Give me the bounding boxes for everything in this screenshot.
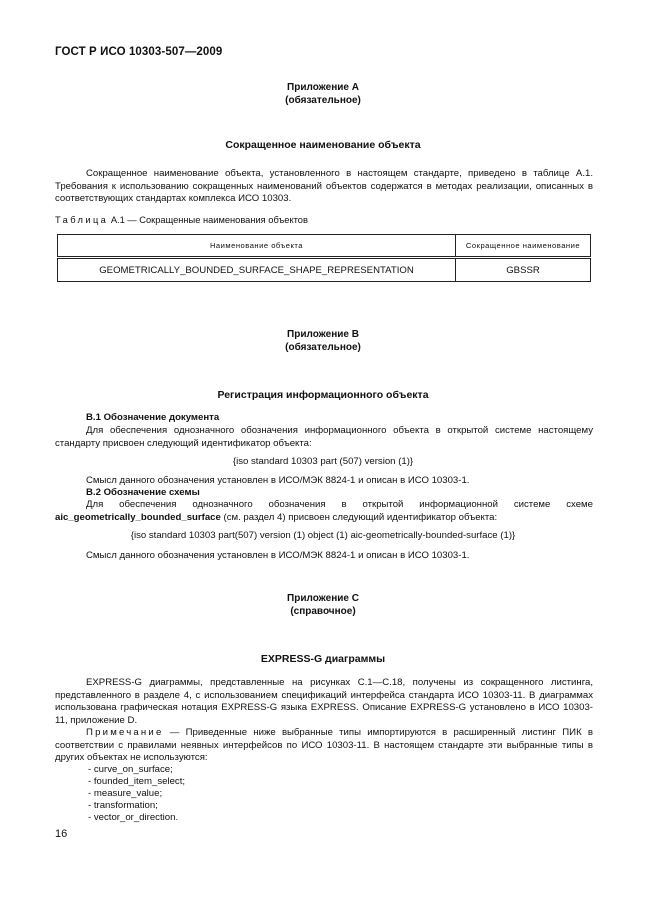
table-header-object-name: Наименование объекта [58,235,456,258]
annex-a-paragraph: Сокращенное наименование объекта, установленного в настоящем стандарте, приведено в таблице А.1. Требования к использованию сокращенных наименований объектов содержатся в методах реализации, описанных в соответствующих стандартах комплекса ИСО 10303. [55,168,593,205]
table-caption-text: А.1 — Сокращенные наименования объектов [110,215,308,225]
b1-title: В.1 Обозначение документа [86,412,220,423]
list-item: - measure_value; [88,788,163,799]
table-row [58,258,591,282]
annex-c-title: Приложение С [287,593,359,604]
abbreviations-table [57,234,591,282]
table-caption [55,215,308,225]
note-text: — Приведенные ниже выбранные типы импортируются в расширенный листинг ПИК в соответствии с правилами неявных интерфейсов по ИСО 10303-11. В настоящем стандарте эти выбранные типы в других объектах не используются: [55,727,593,764]
b2-text-start: Для обеспечения однозначного обозначения в открытой информационной системе схеме [86,499,593,510]
b2-schema-name: aic_geometrically_bounded_surface [55,511,221,523]
annex-b-title: Приложение В [287,329,359,340]
annex-a-status: (обязательное) [285,95,361,106]
page-number: 16 [55,828,68,840]
b2-meaning: Смысл данного обозначения установлен в ИСО/МЭК 8824-1 и описан в ИСО 10303-1. [86,550,470,561]
annex-b-heading: Регистрация информационного объекта [217,389,429,401]
table-cell-short-name: GBSSR [456,258,591,282]
b1-meaning: Смысл данного обозначения установлен в ИСО/МЭК 8824-1 и описан в ИСО 10303-1. [86,475,470,486]
list-item: - vector_or_direction. [88,812,179,823]
b2-text-end: (см. раздел 4) присвоен следующий идентификатор объекта: [220,511,498,523]
b1-paragraph: Для обеспечения однозначного обозначения информационного объекта в открытой системе настоящему стандарту присвоен следующий идентификатор объекта: [55,425,593,449]
b2-paragraph [55,499,593,524]
annex-c-note [55,727,593,765]
list-item: - transformation; [88,800,158,811]
b1-identifier: {iso standard 10303 part (507) version (1)} [232,456,414,467]
table-cell-object-name: GEOMETRICALLY_BOUNDED_SURFACE_SHAPE_REPRESENTATION [58,258,456,282]
list-item: - curve_on_surface; [88,764,173,775]
note-word: Примечание [86,727,164,738]
list-item: - founded_item_select; [88,776,186,787]
annex-c-status: (справочное) [290,606,356,617]
b2-title: В.2 Обозначение схемы [86,487,200,498]
annex-a-title: Приложение А [287,82,359,93]
document-code: ГОСТ Р ИСО 10303-507—2009 [55,46,223,58]
annex-c-heading: EXPRESS-G диаграммы [260,653,386,665]
table-caption-word: Таблица [55,215,109,225]
annex-c-paragraph: EXPRESS-G диаграммы, представленные на рисунках С.1—С.18, получены из сокращенного листинга, представленного в разделе 4, с использованием спецификаций интерфейса стандарта ИСО 10303-11. В диаграммах использована графическая нотация EXPRESS-G языка EXPRESS. Описание EXPRESS-G установлено в ИСО 10303-11, приложение D. [55,677,593,726]
annex-b-status: (обязательное) [285,342,361,353]
table-header-row [58,235,591,258]
annex-a-heading: Сокращенное наименование объекта [225,139,421,151]
table-header-short-name: Сокращенное наименование [456,235,591,258]
b2-identifier: {iso standard 10303 part(507) version (1) object (1) aic-geometrically-bounded-surface (1)} [130,530,516,541]
